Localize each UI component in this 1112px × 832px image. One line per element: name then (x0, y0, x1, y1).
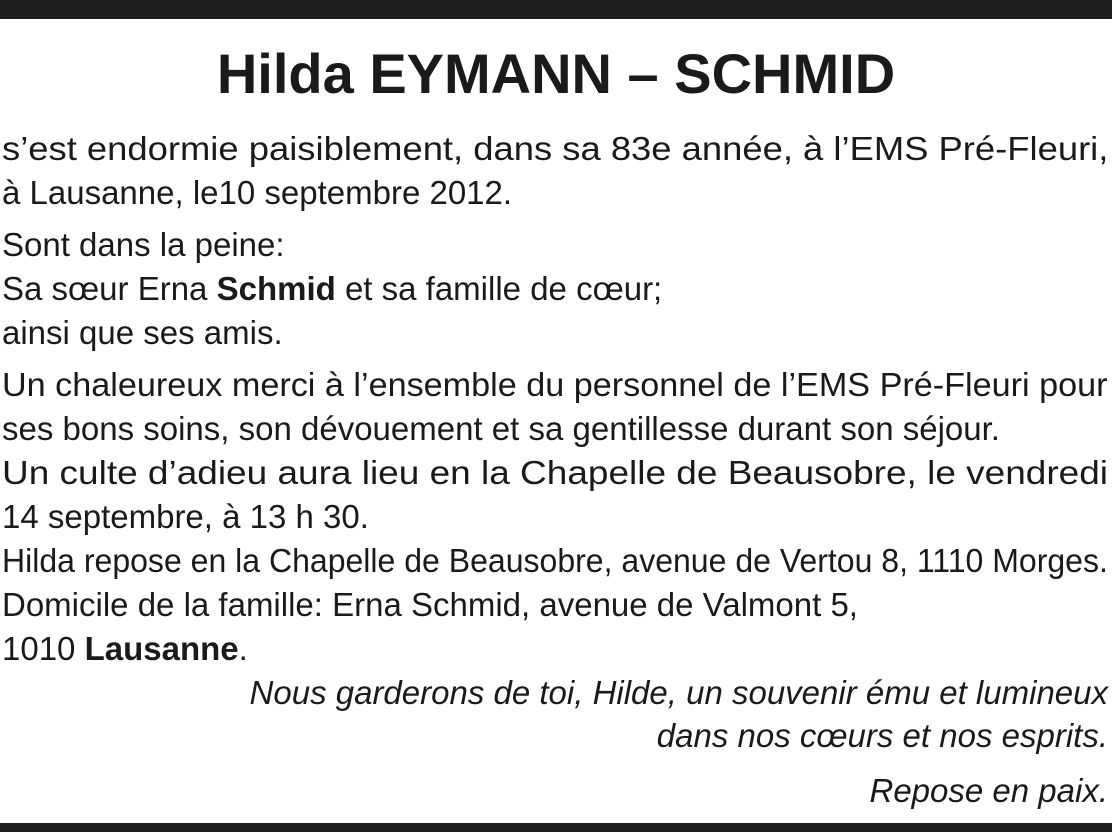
domicile-line: Domicile de la famille: Erna Schmid, avenue de Valmont 5, (2, 586, 858, 623)
domicile-period: . (238, 630, 248, 667)
top-border-rule (0, 0, 1112, 19)
intro-line-2: à Lausanne, le10 septembre 2012. (2, 174, 513, 211)
paragraph-gap (2, 215, 1108, 223)
notice-title: Hilda EYMANN – SCHMID (216, 42, 896, 105)
mourners-heading: Sont dans la peine: (2, 226, 285, 263)
service-line-1: Un culte d’adieu aura lieu en la Chapelle de Beausobre, le vendredi (2, 454, 1109, 491)
intro-line-1: s’est endormie paisiblement, dans sa 83e année, à l’EMS Pré-Fleuri, (2, 130, 1109, 167)
closing-line: Repose en paix. (869, 772, 1108, 809)
mourners-line-2: ainsi que ses amis. (2, 314, 283, 351)
domicile-zip: 1010 (2, 630, 85, 667)
service-line-2: 14 septembre, à 13 h 30. (2, 498, 369, 535)
domicile-city: Lausanne (84, 630, 239, 667)
rest-location-line: Hilda repose en la Chapelle de Beausobre, avenue de Vertou 8, 1110 Morges. (2, 542, 1108, 579)
paragraph-gap (2, 355, 1108, 363)
mourners-line-1-pre: Sa sœur Erna (2, 270, 217, 307)
domicile-address (2, 627, 248, 671)
thanks-line-1: Un chaleureux merci à l’ensemble du personnel de l’EMS Pré-Fleuri pour (2, 366, 1108, 403)
quote-line-2: dans nos cœurs et nos esprits. (656, 717, 1108, 754)
notice-body (2, 127, 1108, 671)
mourners-line-1 (2, 267, 662, 311)
thanks-line-2: ses bons soins, son dévouement et sa gentillesse durant son séjour. (2, 410, 1000, 447)
mourners-surname: Schmid (216, 270, 336, 307)
bottom-border-rule (0, 823, 1112, 832)
quote-line-1: Nous garderons de toi, Hilde, un souvenir ému et lumineux (249, 674, 1108, 711)
mourners-line-1-post: et sa famille de cœur; (335, 270, 663, 307)
